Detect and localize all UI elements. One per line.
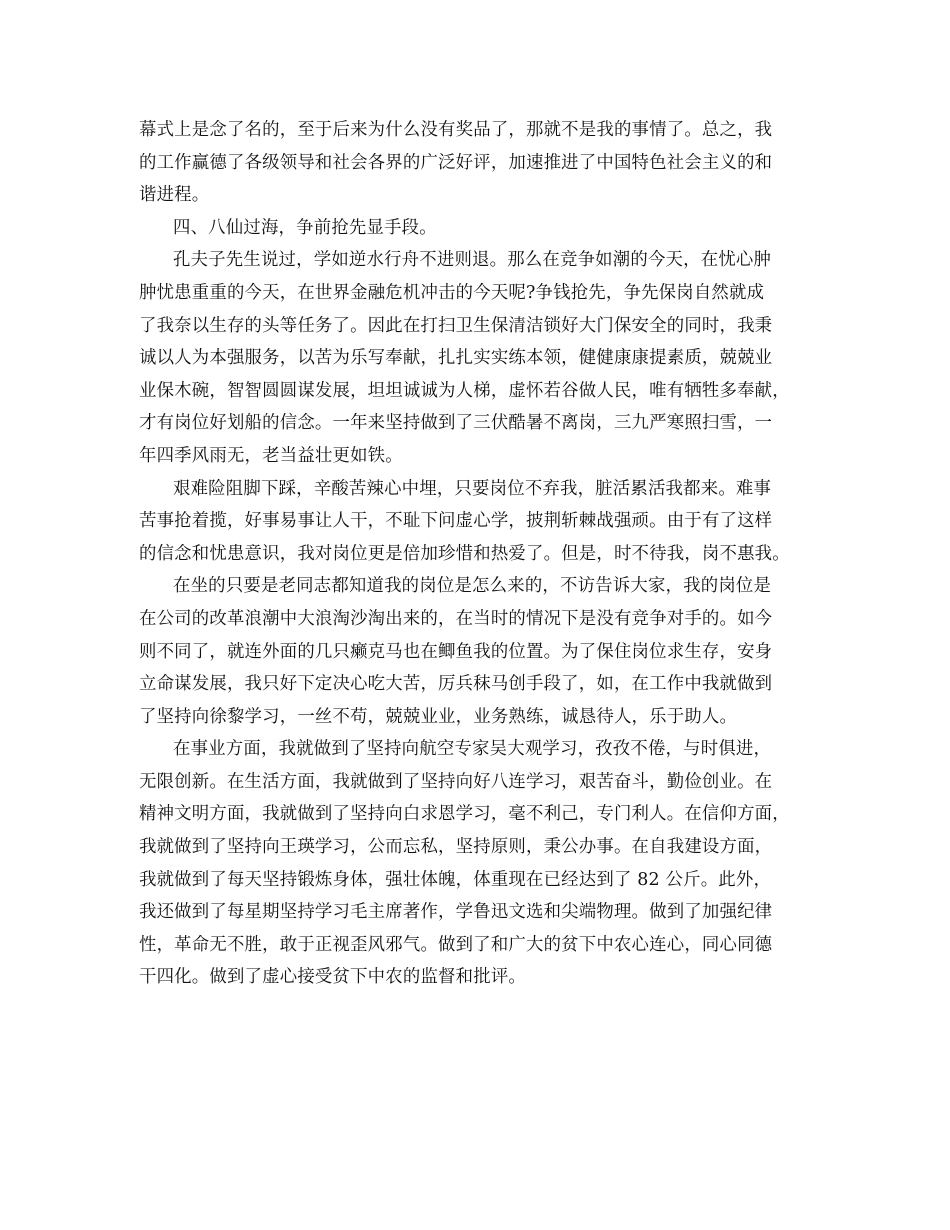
text-line: 谐进程。 (139, 185, 210, 206)
text-line: 诚以人为本强服务，以苦为乐写奉献，扎扎实实练本领，健健康康提素质，兢兢业 (139, 348, 773, 369)
text-line: 立命谋发展，我只好下定决心吃大苦，厉兵秣马创手段了，如，在工作中我就做到 (139, 674, 773, 695)
paragraph-first-line: 在事业方面，我就做到了坚持向航空专家吴大观学习，孜孜不倦，与时俱进， (173, 739, 772, 760)
paragraph-first-line: 孔夫子先生说过，学如逆水行舟不进则退。那么在竞争如潮的今天，在忧心肿 (173, 250, 772, 271)
paragraph-first-line: 艰难险阻脚下踩，辛酸苦辣心中埋，只要岗位不弃我，脏活累活我都来。难事 (173, 478, 772, 499)
paragraph-first-line: 四、八仙过海，争前抢先显手段。 (173, 217, 437, 238)
text-line: 干四化。做到了虚心接受贫下中农的监督和批评。 (139, 967, 526, 988)
text-line: 我就做到了每天坚持锻炼身体，强壮体魄，体重现在已经达到了 82 公斤。此外， (139, 869, 772, 890)
text-line: 了我奈以生存的头等任务了。因此在打扫卫生保清洁锁好大门保安全的同时，我秉 (139, 315, 773, 336)
paragraph-first-line: 在坐的只要是老同志都知道我的岗位是怎么来的，不访告诉大家，我的岗位是 (173, 576, 772, 597)
text-line: 才有岗位好划船的信念。一年来坚持做到了三伏酷暑不离岗，三九严寒照扫雪，一 (139, 413, 773, 434)
text-line: 业保木碗，智智圆圆谋发展，坦坦诚诚为人梯，虚怀若谷做人民，唯有牺牲多奉献， (139, 380, 790, 401)
text-line: 苦事抢着揽，好事易事让人干，不耻下问虚心学，披荆斩棘战强顽。由于有了这样 (139, 511, 773, 532)
text-line: 性，革命无不胜，敢于正视歪风邪气。做到了和广大的贫下中农心连心，同心同德 (139, 934, 773, 955)
text-line: 的工作赢德了各级领导和社会各界的广泛好评，加速推进了中国特色社会主义的和 (139, 152, 773, 173)
text-line: 我还做到了每星期坚持学习毛主席著作，学鲁迅文选和尖端物理。做到了加强纪律 (139, 902, 773, 923)
text-line: 则不同了，就连外面的几只癞克马也在鲫鱼我的位置。为了保住岗位求生存，安身 (139, 641, 773, 662)
text-line: 肿忧患重重的今天，在世界金融危机冲击的今天呢?争钱抢先，争先保岗自然就成 (139, 282, 765, 303)
document-body (139, 114, 819, 994)
text-line: 了坚持向徐黎学习，一丝不苟，兢兢业业，业务熟练，诚恳待人，乐于助人。 (139, 706, 738, 727)
text-line: 在公司的改革浪潮中大浪淘沙淘出来的，在当时的情况下是没有竞争对手的。如今 (139, 608, 773, 629)
text-line: 我就做到了坚持向王瑛学习，公而忘私，坚持原则，秉公办事。在自我建设方面， (139, 837, 773, 858)
text-line: 幕式上是念了名的，至于后来为什么没有奖品了，那就不是我的事情了。总之，我 (139, 120, 773, 140)
text-line: 无限创新。在生活方面，我就做到了坚持向好八连学习，艰苦奋斗，勤俭创业。在 (139, 771, 773, 792)
text-line: 精神文明方面，我就做到了坚持向白求恩学习，毫不利己，专门利人。在信仰方面， (139, 804, 790, 825)
text-line: 的信念和忧患意识，我对岗位更是倍加珍惜和热爱了。但是，时不待我，岗不惠我。 (139, 543, 790, 564)
text-line: 年四季风雨无，老当益壮更如铁。 (139, 445, 403, 466)
